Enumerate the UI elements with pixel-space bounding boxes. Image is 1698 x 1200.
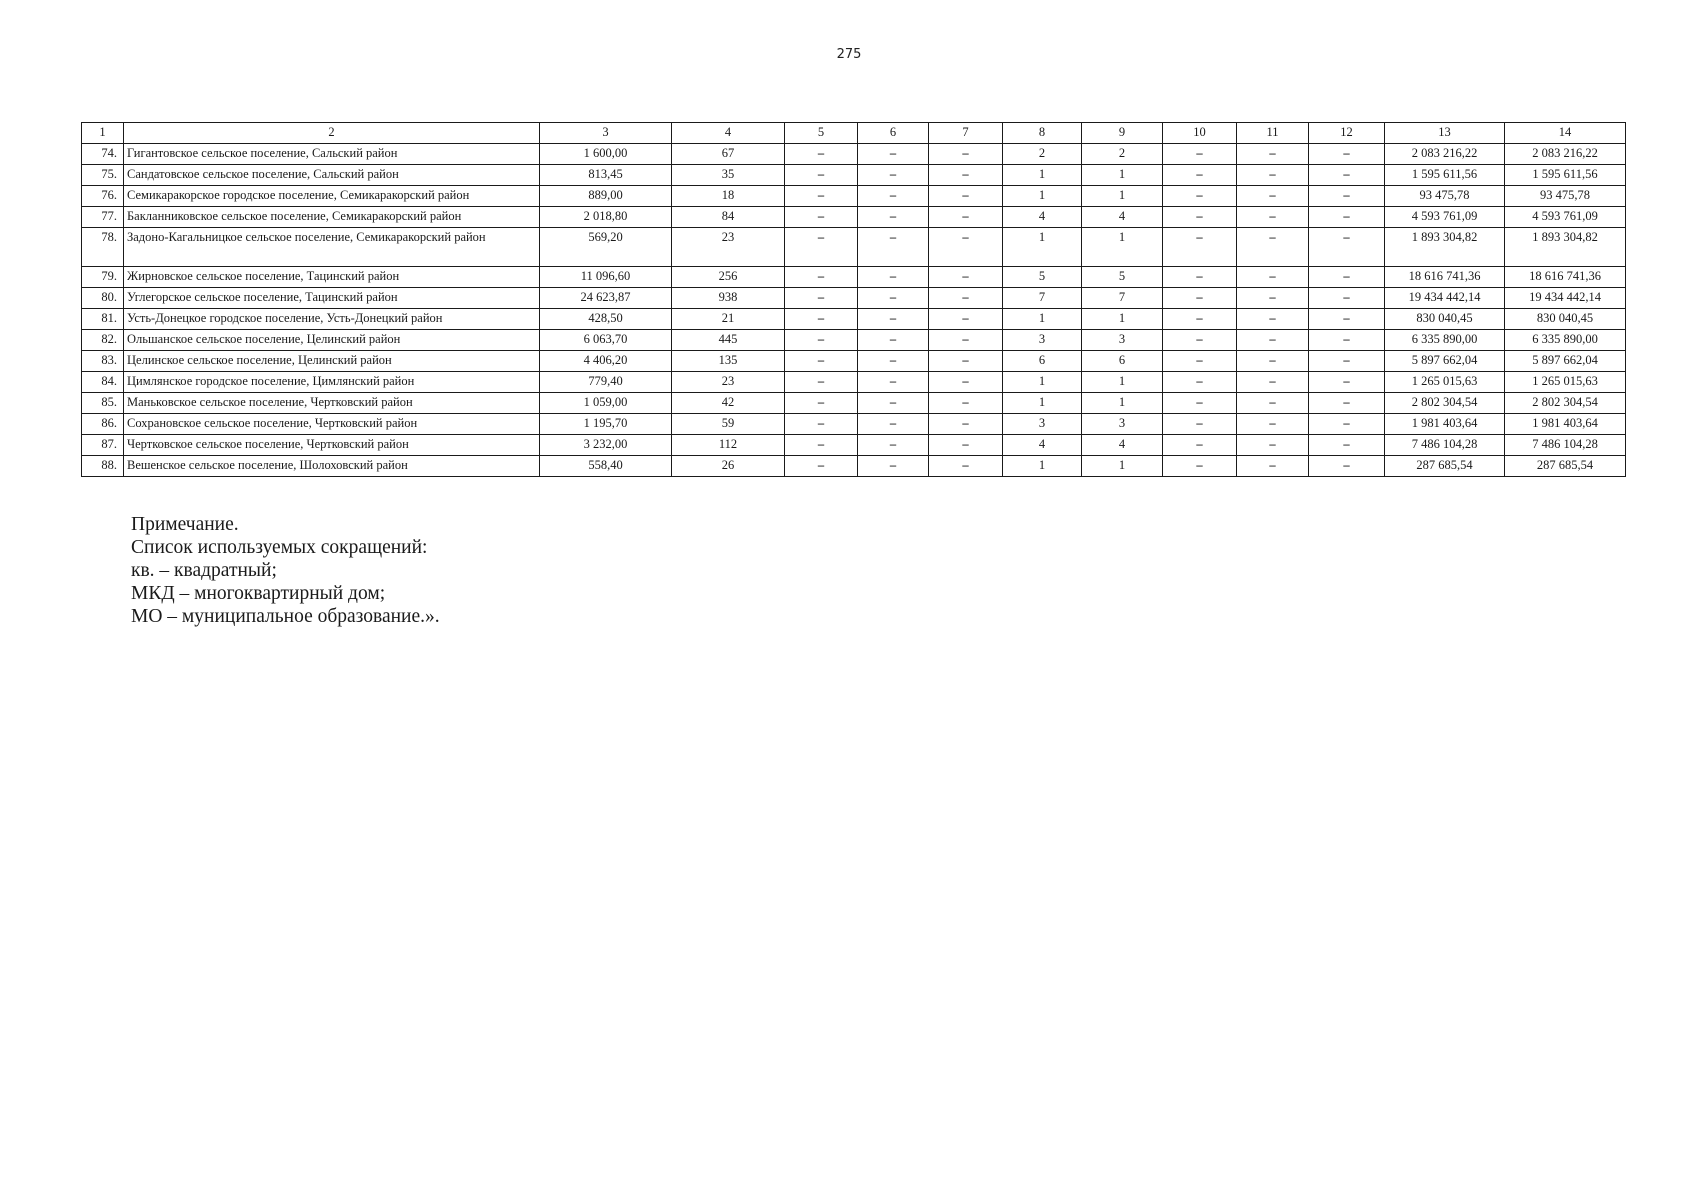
table-row <box>82 393 1626 414</box>
table-cell: 287 685,54 <box>1385 456 1505 477</box>
table-cell: – <box>785 144 858 165</box>
table-cell: – <box>1309 144 1385 165</box>
table-row <box>82 144 1626 165</box>
settlement-name-cell: Углегорское сельское поселение, Тацинский район <box>124 288 540 309</box>
table-cell: 779,40 <box>540 372 672 393</box>
table-cell: – <box>1309 330 1385 351</box>
table-row <box>82 330 1626 351</box>
table-cell: – <box>929 186 1003 207</box>
table-cell: – <box>858 435 929 456</box>
settlement-name-cell: Ольшанское сельское поселение, Целинский район <box>124 330 540 351</box>
column-header: 8 <box>1003 123 1082 144</box>
table-cell: 7 486 104,28 <box>1385 435 1505 456</box>
table-cell: – <box>1309 207 1385 228</box>
table-cell: – <box>785 414 858 435</box>
table-cell: – <box>858 330 929 351</box>
table-cell: 4 593 761,09 <box>1505 207 1626 228</box>
column-header: 2 <box>124 123 540 144</box>
table-cell: – <box>1309 186 1385 207</box>
table-cell: – <box>858 228 929 267</box>
table-cell: – <box>929 330 1003 351</box>
table-cell: 6 335 890,00 <box>1385 330 1505 351</box>
table-cell: – <box>929 165 1003 186</box>
table-cell: 1 600,00 <box>540 144 672 165</box>
note <box>131 513 440 628</box>
table-cell: – <box>1237 393 1309 414</box>
table-cell: – <box>1163 186 1237 207</box>
table-cell: – <box>1309 351 1385 372</box>
table-cell: 2 <box>1082 144 1163 165</box>
column-header: 6 <box>858 123 929 144</box>
table-row <box>82 288 1626 309</box>
table-cell: 24 623,87 <box>540 288 672 309</box>
table-cell: 1 265 015,63 <box>1385 372 1505 393</box>
table-cell: – <box>785 228 858 267</box>
table-row <box>82 372 1626 393</box>
table-cell: 23 <box>672 228 785 267</box>
table-cell: 19 434 442,14 <box>1505 288 1626 309</box>
table-cell: – <box>1309 456 1385 477</box>
table-cell: 1 265 015,63 <box>1505 372 1626 393</box>
row-number-cell: 85. <box>82 393 124 414</box>
table-cell: 1 981 403,64 <box>1385 414 1505 435</box>
table-cell: – <box>1163 165 1237 186</box>
table-cell: 1 595 611,56 <box>1505 165 1626 186</box>
table-cell: 21 <box>672 309 785 330</box>
column-header: 11 <box>1237 123 1309 144</box>
table-cell: 813,45 <box>540 165 672 186</box>
column-header: 12 <box>1309 123 1385 144</box>
settlement-name-cell: Целинское сельское поселение, Целинский район <box>124 351 540 372</box>
table-cell: 569,20 <box>540 228 672 267</box>
table-cell: 1 <box>1082 372 1163 393</box>
table-cell: – <box>858 267 929 288</box>
table-cell: 2 083 216,22 <box>1385 144 1505 165</box>
table-cell: – <box>1237 267 1309 288</box>
table-cell: 558,40 <box>540 456 672 477</box>
table-cell: – <box>785 165 858 186</box>
table-cell: – <box>785 435 858 456</box>
table-cell: – <box>1237 414 1309 435</box>
row-number-cell: 88. <box>82 456 124 477</box>
table-cell: 889,00 <box>540 186 672 207</box>
table-cell: 4 <box>1003 435 1082 456</box>
table-cell: – <box>1163 267 1237 288</box>
table-row <box>82 309 1626 330</box>
table-cell: 5 <box>1082 267 1163 288</box>
table-cell: – <box>785 393 858 414</box>
settlement-name-cell: Чертковское сельское поселение, Чертковский район <box>124 435 540 456</box>
column-header: 5 <box>785 123 858 144</box>
settlement-name-cell: Семикаракорское городское поселение, Семикаракорский район <box>124 186 540 207</box>
table-cell: – <box>1309 414 1385 435</box>
table-cell: 1 <box>1003 372 1082 393</box>
table-cell: – <box>1163 309 1237 330</box>
table-cell: – <box>858 288 929 309</box>
table-cell: – <box>1309 165 1385 186</box>
row-number-cell: 80. <box>82 288 124 309</box>
table-cell: – <box>1309 393 1385 414</box>
table-cell: – <box>1237 309 1309 330</box>
table-cell: – <box>1237 207 1309 228</box>
table-cell: 2 802 304,54 <box>1505 393 1626 414</box>
table-cell: – <box>1237 165 1309 186</box>
table-cell: 7 486 104,28 <box>1505 435 1626 456</box>
table-cell: 1 195,70 <box>540 414 672 435</box>
table-cell: – <box>1163 144 1237 165</box>
table-row <box>82 414 1626 435</box>
settlement-name-cell: Гигантовское сельское поселение, Сальский район <box>124 144 540 165</box>
table-cell: – <box>785 456 858 477</box>
table-cell: 11 096,60 <box>540 267 672 288</box>
table-cell: 19 434 442,14 <box>1385 288 1505 309</box>
table-row <box>82 351 1626 372</box>
table-cell: – <box>929 228 1003 267</box>
table-row <box>82 267 1626 288</box>
table-row <box>82 186 1626 207</box>
table-cell: 35 <box>672 165 785 186</box>
note-line: кв. – квадратный; <box>131 560 277 581</box>
table-cell: 67 <box>672 144 785 165</box>
table-cell: – <box>1237 435 1309 456</box>
table-cell: – <box>1163 207 1237 228</box>
table-cell: 6 <box>1003 351 1082 372</box>
table-cell: – <box>1237 330 1309 351</box>
table-cell: – <box>929 435 1003 456</box>
table-cell: 3 <box>1082 414 1163 435</box>
table-cell: – <box>858 165 929 186</box>
table-cell: 23 <box>672 372 785 393</box>
table-cell: 1 <box>1082 393 1163 414</box>
table-cell: – <box>929 372 1003 393</box>
table-cell: – <box>1309 309 1385 330</box>
table-cell: 5 <box>1003 267 1082 288</box>
column-header: 14 <box>1505 123 1626 144</box>
table-cell: 5 897 662,04 <box>1505 351 1626 372</box>
table-cell: – <box>1309 372 1385 393</box>
table-cell: 3 <box>1003 330 1082 351</box>
row-number-cell: 74. <box>82 144 124 165</box>
settlement-name-cell: Маньковское сельское поселение, Чертковский район <box>124 393 540 414</box>
column-header: 1 <box>82 123 124 144</box>
table-cell: 7 <box>1003 288 1082 309</box>
table-cell: 1 <box>1003 228 1082 267</box>
note-title: Примечание. <box>131 514 239 535</box>
table-cell: – <box>1237 186 1309 207</box>
row-number-cell: 82. <box>82 330 124 351</box>
header-row <box>82 123 1626 144</box>
table-cell: – <box>858 186 929 207</box>
settlement-name-cell: Жирновское сельское поселение, Тацинский район <box>124 267 540 288</box>
table-cell: – <box>1309 228 1385 267</box>
row-number-cell: 81. <box>82 309 124 330</box>
table-cell: – <box>785 267 858 288</box>
table-cell: – <box>858 414 929 435</box>
table-cell: – <box>1237 456 1309 477</box>
table-cell: 4 <box>1082 207 1163 228</box>
table-cell: 4 593 761,09 <box>1385 207 1505 228</box>
table-cell: 6 335 890,00 <box>1505 330 1626 351</box>
table-cell: – <box>1237 144 1309 165</box>
table-cell: – <box>858 309 929 330</box>
row-number-cell: 86. <box>82 414 124 435</box>
table-cell: – <box>929 144 1003 165</box>
table-cell: – <box>929 267 1003 288</box>
column-header: 13 <box>1385 123 1505 144</box>
table-cell: – <box>858 351 929 372</box>
table-cell: 5 897 662,04 <box>1385 351 1505 372</box>
settlement-name-cell: Бакланниковское сельское поселение, Семикаракорский район <box>124 207 540 228</box>
table-cell: 1 <box>1082 186 1163 207</box>
table-cell: – <box>1163 435 1237 456</box>
table-cell: – <box>1163 456 1237 477</box>
table-cell: 59 <box>672 414 785 435</box>
table-cell: 42 <box>672 393 785 414</box>
table-cell: 445 <box>672 330 785 351</box>
row-number-cell: 77. <box>82 207 124 228</box>
table-cell: 1 <box>1003 186 1082 207</box>
table-cell: – <box>785 351 858 372</box>
table-cell: – <box>785 186 858 207</box>
table-cell: – <box>785 309 858 330</box>
table-cell: 1 981 403,64 <box>1505 414 1626 435</box>
table-cell: 135 <box>672 351 785 372</box>
table-cell: – <box>929 288 1003 309</box>
row-number-cell: 79. <box>82 267 124 288</box>
column-header: 4 <box>672 123 785 144</box>
table-cell: – <box>1163 372 1237 393</box>
data-table <box>81 122 1626 477</box>
table-cell: – <box>929 309 1003 330</box>
table-row <box>82 207 1626 228</box>
table-cell: – <box>858 456 929 477</box>
table-cell: 4 <box>1003 207 1082 228</box>
column-header: 3 <box>540 123 672 144</box>
table-cell: 1 893 304,82 <box>1385 228 1505 267</box>
table-cell: – <box>1237 351 1309 372</box>
table-cell: – <box>1163 393 1237 414</box>
table-row <box>82 165 1626 186</box>
table-cell: 6 <box>1082 351 1163 372</box>
table-cell: – <box>929 456 1003 477</box>
table-cell: – <box>858 372 929 393</box>
table-cell: 26 <box>672 456 785 477</box>
column-header: 9 <box>1082 123 1163 144</box>
settlement-name-cell: Вешенское сельское поселение, Шолоховский район <box>124 456 540 477</box>
table-cell: 830 040,45 <box>1505 309 1626 330</box>
table-cell: 4 406,20 <box>540 351 672 372</box>
table-body <box>82 144 1626 477</box>
table-cell: 7 <box>1082 288 1163 309</box>
table-cell: – <box>1309 288 1385 309</box>
table-cell: – <box>1163 288 1237 309</box>
table-cell: 830 040,45 <box>1385 309 1505 330</box>
table-cell: – <box>1309 435 1385 456</box>
table-cell: – <box>1237 372 1309 393</box>
settlement-name-cell: Усть-Донецкое городское поселение, Усть-Донецкий район <box>124 309 540 330</box>
table-cell: 1 <box>1082 309 1163 330</box>
table-cell: 1 <box>1082 456 1163 477</box>
table-cell: 93 475,78 <box>1385 186 1505 207</box>
table-cell: 1 <box>1082 165 1163 186</box>
table-cell: – <box>785 288 858 309</box>
row-number-cell: 87. <box>82 435 124 456</box>
table-cell: 3 <box>1003 414 1082 435</box>
table-cell: – <box>1237 228 1309 267</box>
table-cell: 1 <box>1003 393 1082 414</box>
row-number-cell: 76. <box>82 186 124 207</box>
table-cell: 1 <box>1003 165 1082 186</box>
table-cell: – <box>929 351 1003 372</box>
row-number-cell: 75. <box>82 165 124 186</box>
table-cell: 1 595 611,56 <box>1385 165 1505 186</box>
settlement-name-cell: Сохрановское сельское поселение, Чертковский район <box>124 414 540 435</box>
table-cell: 18 <box>672 186 785 207</box>
table-cell: 93 475,78 <box>1505 186 1626 207</box>
table-cell: – <box>929 207 1003 228</box>
table-cell: 18 616 741,36 <box>1385 267 1505 288</box>
table-cell: 6 063,70 <box>540 330 672 351</box>
table-cell: 2 <box>1003 144 1082 165</box>
table-cell: 256 <box>672 267 785 288</box>
table-row <box>82 456 1626 477</box>
table-cell: – <box>1163 228 1237 267</box>
table-cell: 428,50 <box>540 309 672 330</box>
table-cell: 1 <box>1003 309 1082 330</box>
page-number: 275 <box>836 47 862 62</box>
table-cell: – <box>1237 288 1309 309</box>
table-cell: – <box>785 372 858 393</box>
table-cell: 3 232,00 <box>540 435 672 456</box>
row-number-cell: 83. <box>82 351 124 372</box>
table-cell: – <box>858 393 929 414</box>
table-cell: 1 <box>1082 228 1163 267</box>
table-row <box>82 435 1626 456</box>
table-cell: 18 616 741,36 <box>1505 267 1626 288</box>
column-header: 7 <box>929 123 1003 144</box>
row-number-cell: 78. <box>82 228 124 267</box>
table-cell: 2 802 304,54 <box>1385 393 1505 414</box>
note-intro: Список используемых сокращений: <box>131 537 428 558</box>
settlement-name-cell: Задоно-Кагальницкое сельское поселение, Семикаракорский район <box>124 228 540 267</box>
table-cell: 1 893 304,82 <box>1505 228 1626 267</box>
note-line: МО – муниципальное образование.». <box>131 606 440 627</box>
table-cell: – <box>929 414 1003 435</box>
table-cell: 112 <box>672 435 785 456</box>
table-cell: – <box>858 144 929 165</box>
row-number-cell: 84. <box>82 372 124 393</box>
table-cell: 4 <box>1082 435 1163 456</box>
table-cell: 2 018,80 <box>540 207 672 228</box>
settlement-name-cell: Сандатовское сельское поселение, Сальский район <box>124 165 540 186</box>
table-cell: 1 <box>1003 456 1082 477</box>
table-cell: 84 <box>672 207 785 228</box>
note-line: МКД – многоквартирный дом; <box>131 583 386 604</box>
table-cell: 2 083 216,22 <box>1505 144 1626 165</box>
table-row <box>82 228 1626 267</box>
table-cell: – <box>1163 414 1237 435</box>
table-cell: 287 685,54 <box>1505 456 1626 477</box>
table-cell: – <box>929 393 1003 414</box>
column-header: 10 <box>1163 123 1237 144</box>
table-cell: – <box>785 330 858 351</box>
table-cell: – <box>1309 267 1385 288</box>
table-cell: 938 <box>672 288 785 309</box>
table-cell: – <box>785 207 858 228</box>
table-cell: 3 <box>1082 330 1163 351</box>
table-cell: – <box>1163 351 1237 372</box>
table-cell: 1 059,00 <box>540 393 672 414</box>
table-cell: – <box>1163 330 1237 351</box>
settlement-name-cell: Цимлянское городское поселение, Цимлянский район <box>124 372 540 393</box>
table-cell: – <box>858 207 929 228</box>
